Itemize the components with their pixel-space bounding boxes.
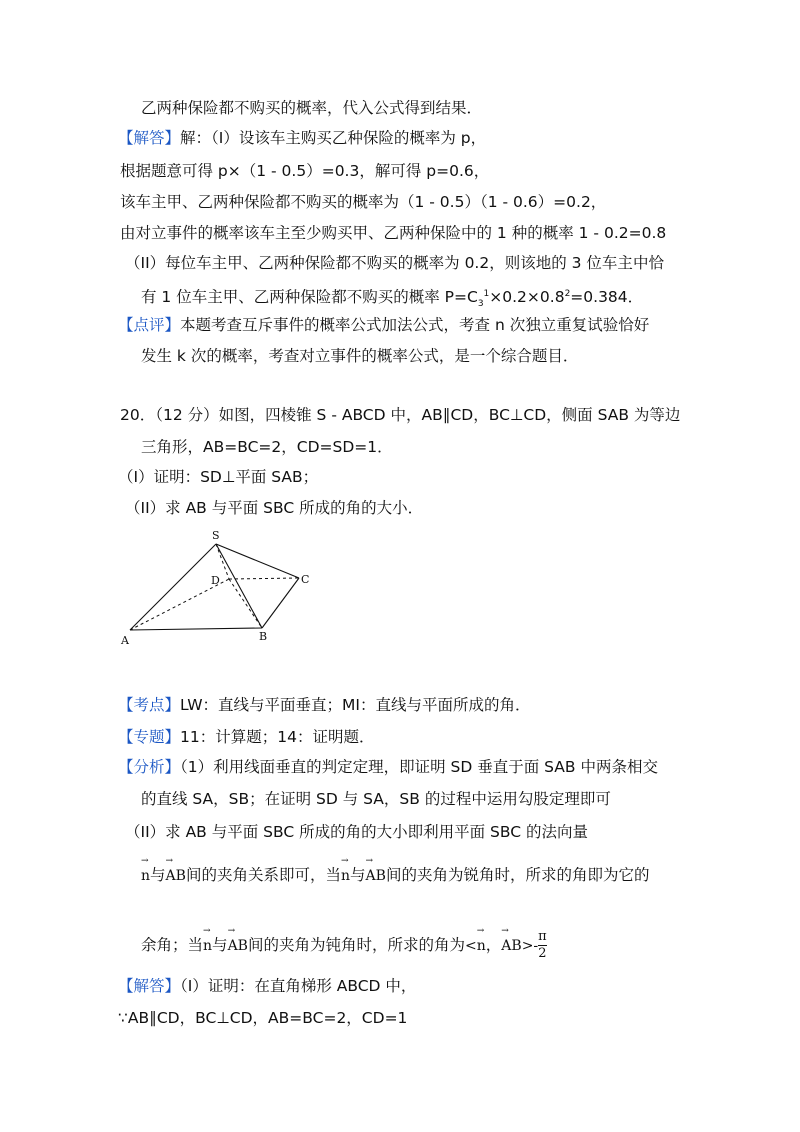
edge-SC xyxy=(216,544,299,578)
text-part: 间的夹角 xyxy=(385,866,448,884)
formula-sup: 1 xyxy=(483,289,490,299)
label-S: S xyxy=(212,529,220,542)
text-line xyxy=(118,976,416,996)
text-line xyxy=(141,865,649,886)
vector-ab: → AB xyxy=(228,936,248,956)
formula-part: =0.384． xyxy=(570,288,644,306)
comment-text: 本题考查互斥事件的概率公式加法公式，考查 n 次独立重复试验恰好 xyxy=(180,316,650,334)
edge-DC xyxy=(229,578,299,579)
label-C: C xyxy=(301,573,310,586)
text-part: 余角；当 xyxy=(141,936,204,954)
text-part: 间的夹角 xyxy=(247,936,310,954)
vector-n: → n xyxy=(477,936,486,956)
text-line: ∵AB∥CD，BC⊥CD，AB=BC=2，CD=1 xyxy=(118,1009,408,1027)
edge-BC xyxy=(262,578,299,628)
vector-ab: → AB xyxy=(166,866,186,886)
edge-SA xyxy=(130,544,216,630)
text-part: 与 xyxy=(350,866,366,884)
question-line: （I）证明：SD⊥平面 SAB； xyxy=(118,468,319,486)
fraction-pi-over-2 xyxy=(538,930,547,961)
question-line: 20．（12 分）如图，四棱锥 S - ABCD 中，AB∥CD，BC⊥CD，侧面 SAB 为等边 xyxy=(120,406,681,424)
answer-tag: 【解答】 xyxy=(118,129,181,147)
formula-part: 有 1 位车主甲、乙两种保险都不购买的概率 P=C xyxy=(141,288,478,306)
formula-sup: 2 xyxy=(564,289,571,299)
text-line: 乙两种保险都不购买的概率，代入公式得到结果． xyxy=(141,99,483,117)
label-B: B xyxy=(259,630,268,643)
topic-text: 11：计算题；14：证明题． xyxy=(180,728,375,746)
vector-ab: → AB xyxy=(366,866,386,886)
text-line xyxy=(118,128,486,148)
vector-n: → n xyxy=(341,866,350,886)
text-part: 为锐角时，所求的角即为它的 xyxy=(447,866,650,884)
denominator: 2 xyxy=(538,946,547,961)
label-A: A xyxy=(121,634,129,647)
answer-text: 解：（I）设该车主购买乙种保险的概率为 p， xyxy=(180,129,487,147)
question-line: 三角形，AB=BC=2，CD=SD=1． xyxy=(141,438,393,456)
knowledge-text: LW：直线与平面垂直；MI：直线与平面所成的角． xyxy=(180,696,531,714)
numerator: π xyxy=(538,929,547,944)
angle-open: < xyxy=(465,938,477,954)
text-line: 的直线 SA，SB；在证明 SD 与 SA，SB 的过程中运用勾股定理即可 xyxy=(141,790,611,808)
comma: ， xyxy=(485,936,502,954)
pyramid-figure xyxy=(118,526,328,651)
question-line: （II）求 AB 与平面 SBC 所成的角的大小． xyxy=(125,499,424,517)
text-line xyxy=(118,695,531,715)
text-line: 由对立事件的概率该车主至少购买甲、乙两种保险中的 1 种的概率 1 - 0.2=0.8 xyxy=(120,224,667,242)
text-line: 发生 k 次的概率，考查对立事件的概率公式，是一个综合题目． xyxy=(141,347,579,365)
analysis-tag: 【分析】 xyxy=(118,758,181,776)
comment-tag: 【点评】 xyxy=(118,316,181,334)
edge-DB xyxy=(229,579,262,628)
edge-AB xyxy=(130,628,262,630)
text-part: 当 xyxy=(325,866,341,884)
text-line xyxy=(141,930,547,961)
text-line: （II）每位车主甲、乙两种保险都不购买的概率为 0.2，则该地的 3 位车主中恰 xyxy=(125,254,664,272)
angle-close: >- xyxy=(521,938,539,954)
text-line: 该车主甲、乙两种保险都不购买的概率为（1 - 0.5）（1 - 0.6）=0.2， xyxy=(120,193,607,211)
answer-tag: 【解答】 xyxy=(118,977,181,995)
topic-tag: 【专题】 xyxy=(118,728,181,746)
text-part: 为钝角时，所求的角为 xyxy=(309,936,465,954)
vector-n: → n xyxy=(203,936,212,956)
knowledge-tag: 【考点】 xyxy=(118,696,181,714)
vector-ab: → AB xyxy=(501,936,521,956)
text-line xyxy=(141,284,643,314)
text-part: 与 xyxy=(150,866,166,884)
formula-part: ×0.2×0.8 xyxy=(489,288,565,306)
text-line: （II）求 AB 与平面 SBC 所成的角的大小即利用平面 SBC 的法向量 xyxy=(125,823,588,841)
text-line xyxy=(118,727,374,747)
label-D: D xyxy=(211,574,220,587)
analysis-text: （1）利用线面垂直的判定定理，即证明 SD 垂直于面 SAB 中两条相交 xyxy=(180,758,658,776)
edge-SB xyxy=(216,544,262,628)
text-line: 根据题意可得 p×（1 - 0.5）=0.3，解可得 p=0.6， xyxy=(120,162,490,180)
text-part: 与 xyxy=(212,936,228,954)
answer-text: （I）证明：在直角梯形 ABCD 中， xyxy=(180,977,417,995)
vector-n: → n xyxy=(141,866,150,886)
text-part: 间的夹角关系即可， xyxy=(185,866,326,884)
text-line xyxy=(118,757,658,777)
formula-sub: 3 xyxy=(477,299,484,310)
text-line xyxy=(118,315,649,335)
